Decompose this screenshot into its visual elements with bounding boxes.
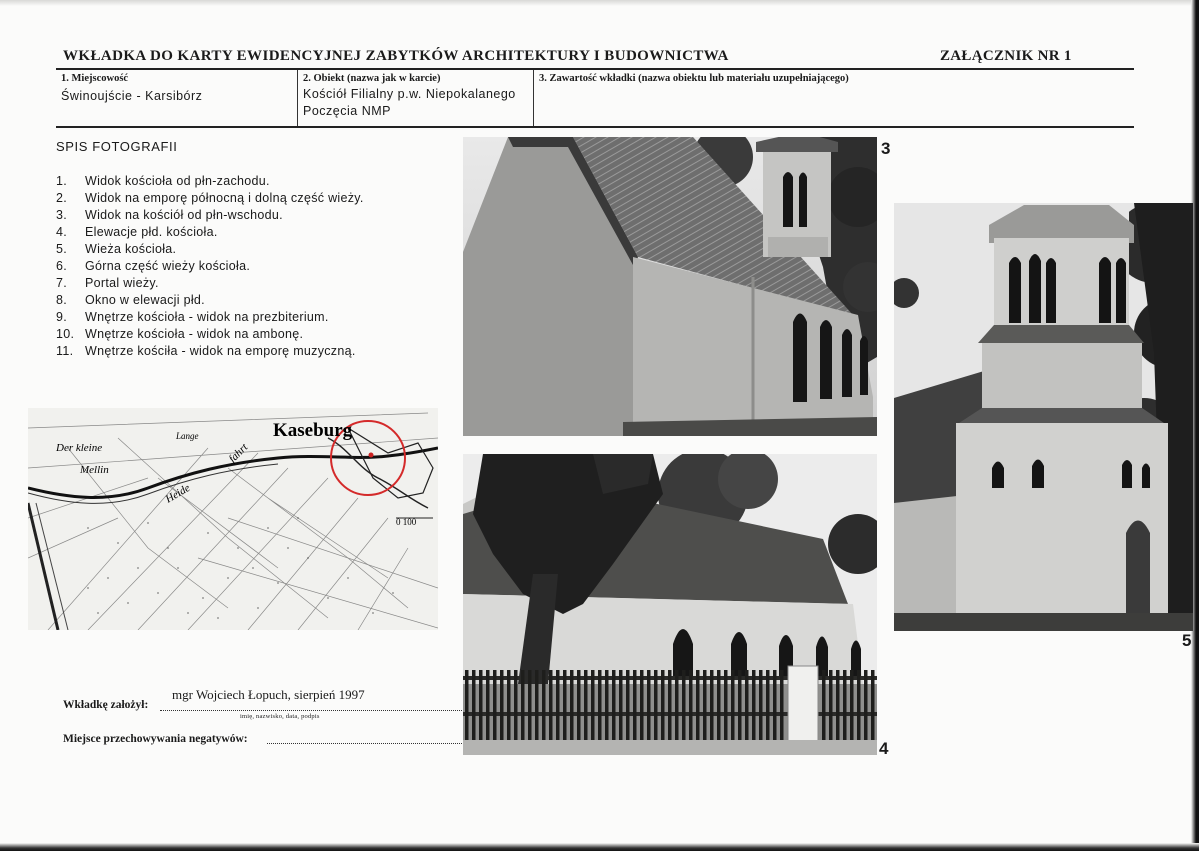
photo-list-item-text: Górna część wieży kościoła. [85, 259, 251, 273]
document-title: WKŁADKA DO KARTY EWIDENCYJNEJ ZABYTKÓW ARCHITEKTURY I BUDOWNICTWA [63, 48, 729, 64]
photo-list-item-number: 4. [56, 225, 68, 239]
photo-3-number: 3 [881, 139, 891, 158]
photo-list-item-number: 11. [56, 344, 74, 358]
photo-5-number: 5 [1182, 631, 1192, 650]
content-label: 3. Zawartość wkładki (nazwa obiektu lub materiału uzupełniającego) [539, 73, 849, 84]
photo-list-item [56, 326, 364, 343]
fence-picket [563, 670, 567, 740]
photo-list-item-text: Elewacje płd. kościoła. [85, 225, 218, 239]
photo-list-item [56, 309, 364, 326]
photo-list-item-text: Widok kościoła od płn-zachodu. [85, 174, 270, 188]
scan-edge-top [0, 0, 1199, 6]
photo-list-item-number: 8. [56, 293, 68, 307]
fence-picket [521, 670, 525, 740]
place-cell [56, 70, 297, 126]
fence-picket [829, 670, 833, 740]
fence-picket [864, 670, 868, 740]
photo-list-item-text: Wnętrze kościła - widok na emporę muzyczną. [85, 344, 356, 358]
fence-picket [549, 670, 553, 740]
photo-list-item-number: 6. [56, 259, 68, 273]
photo-5-image [894, 203, 1193, 631]
fence-picket [703, 670, 707, 740]
fence-picket [640, 670, 644, 740]
photo-list-item-text: Portal wieży. [85, 276, 159, 290]
photo-list-item-text: Widok na kościół od płn-wschodu. [85, 208, 283, 222]
fence-picket [612, 670, 616, 740]
place-value: Świnoujście - Karsibórz [61, 89, 203, 103]
fence-picket [752, 670, 756, 740]
photo-list-item-number: 7. [56, 276, 68, 290]
storage-label: Miejsce przechowywania negatywów: [63, 733, 248, 745]
fence-picket [675, 670, 679, 740]
fence-picket [857, 670, 861, 740]
object-value-line-1: Kościół Filialny p.w. Niepokalanego [303, 87, 516, 101]
fence-picket [542, 670, 546, 740]
fence-picket [633, 670, 637, 740]
fence-picket [682, 670, 686, 740]
photo-list-item [56, 173, 364, 190]
photo-list-item [56, 275, 364, 292]
photo-list-item [56, 292, 364, 309]
fence-picket [710, 670, 714, 740]
photo-list [56, 173, 364, 360]
photo-list-item-text: Wieża kościoła. [85, 242, 177, 256]
fence-picket [724, 670, 728, 740]
fence-picket [661, 670, 665, 740]
fence-picket [626, 670, 630, 740]
fence-picket [500, 670, 504, 740]
object-value-line-2: Poczęcia NMP [303, 104, 391, 118]
founded-label: Wkładkę założył: [63, 699, 149, 711]
fence-picket [689, 670, 693, 740]
fence-picket [493, 670, 497, 740]
fence-picket [598, 670, 602, 740]
fence-picket [577, 670, 581, 740]
photo-list-item-number: 5. [56, 242, 68, 256]
fence-picket [535, 670, 539, 740]
fence-picket [780, 670, 784, 740]
photo-list-item-text: Wnętrze kościoła - widok na ambonę. [85, 327, 304, 341]
photo-4-number: 4 [879, 739, 889, 758]
historical-map [28, 408, 438, 630]
fence-picket [773, 670, 777, 740]
fence-picket [766, 670, 770, 740]
fence-picket [843, 670, 847, 740]
fence-picket [696, 670, 700, 740]
fence-picket [850, 670, 854, 740]
fence-picket [570, 670, 574, 740]
fence-picket [717, 670, 721, 740]
photo-4-image [463, 454, 877, 755]
photo-list-item [56, 224, 364, 241]
fence-picket [731, 670, 735, 740]
fence-picket [871, 670, 875, 740]
photo-4-church-south [463, 454, 877, 755]
content-cell [533, 70, 1134, 126]
tower-portal [1126, 521, 1150, 614]
fence-picket [822, 670, 826, 740]
fence-picket [591, 670, 595, 740]
fence-picket [479, 670, 483, 740]
founded-signature-line [160, 710, 462, 711]
fence-picket [507, 670, 511, 740]
record-form-table [56, 68, 1134, 128]
fence-picket [619, 670, 623, 740]
author-name: mgr Wojciech Łopuch, sierpień 1997 [172, 687, 365, 702]
place-label: 1. Miejscowość [61, 73, 129, 84]
photo-list-item-text: Okno w elewacji płd. [85, 293, 205, 307]
map-label-kleine: Der kleine [56, 442, 103, 454]
map-label-mellin: Mellin [80, 464, 109, 476]
photo-list-item-text: Wnętrze kościoła - widok na prezbiterium. [85, 310, 329, 324]
map-label-lange: Lange [176, 431, 199, 441]
object-label: 2. Obiekt (nazwa jak w karcie) [303, 73, 441, 84]
fence-picket [654, 670, 658, 740]
fence-picket [647, 670, 651, 740]
gate-post [788, 666, 818, 744]
fence-picket [584, 670, 588, 740]
attachment-number: ZAŁĄCZNIK NR 1 [940, 48, 1072, 64]
fence-picket [514, 670, 518, 740]
map-label-heide: Heide [163, 482, 193, 506]
fence-picket [759, 670, 763, 740]
fence-picket [745, 670, 749, 740]
photo-list-heading: SPIS FOTOGRAFII [56, 139, 178, 154]
photo-list-item-number: 3. [56, 208, 68, 222]
photo-list-item [56, 258, 364, 275]
map-label-fahrt: fahrt [226, 441, 251, 466]
photo-list-item [56, 241, 364, 258]
fence-picket [668, 670, 672, 740]
fence-picket [556, 670, 560, 740]
fence-picket [738, 670, 742, 740]
fence-picket [836, 670, 840, 740]
object-value [303, 86, 528, 120]
scan-edge-bottom [0, 843, 1199, 851]
photo-list-item-number: 9. [56, 310, 68, 324]
photo-5-church-tower [894, 203, 1193, 631]
photo-list-item [56, 190, 364, 207]
church-marker [369, 453, 374, 458]
fence-picket [472, 670, 476, 740]
photo-list-item-text: Widok na emporę północną i dolną część wieży. [85, 191, 364, 205]
photo-3-church-northeast [463, 137, 877, 436]
photo-list-item-number: 10. [56, 327, 75, 341]
fence-picket [528, 670, 532, 740]
fence-picket [605, 670, 609, 740]
object-cell [297, 70, 533, 126]
fence-picket [486, 670, 490, 740]
map-drawing [28, 408, 438, 630]
photo-list-item [56, 343, 364, 360]
map-scale-label: 0 100 [396, 517, 417, 527]
founded-caption: imię, nazwisko, data, podpis [240, 713, 320, 720]
photo-list-item [56, 207, 364, 224]
photo-list-item-number: 2. [56, 191, 68, 205]
fence-picket [465, 670, 469, 740]
map-label-kaseburg: Kaseburg [273, 420, 353, 441]
storage-line [267, 743, 462, 744]
photo-list-item-number: 1. [56, 174, 68, 188]
photo-3-image [463, 137, 877, 436]
